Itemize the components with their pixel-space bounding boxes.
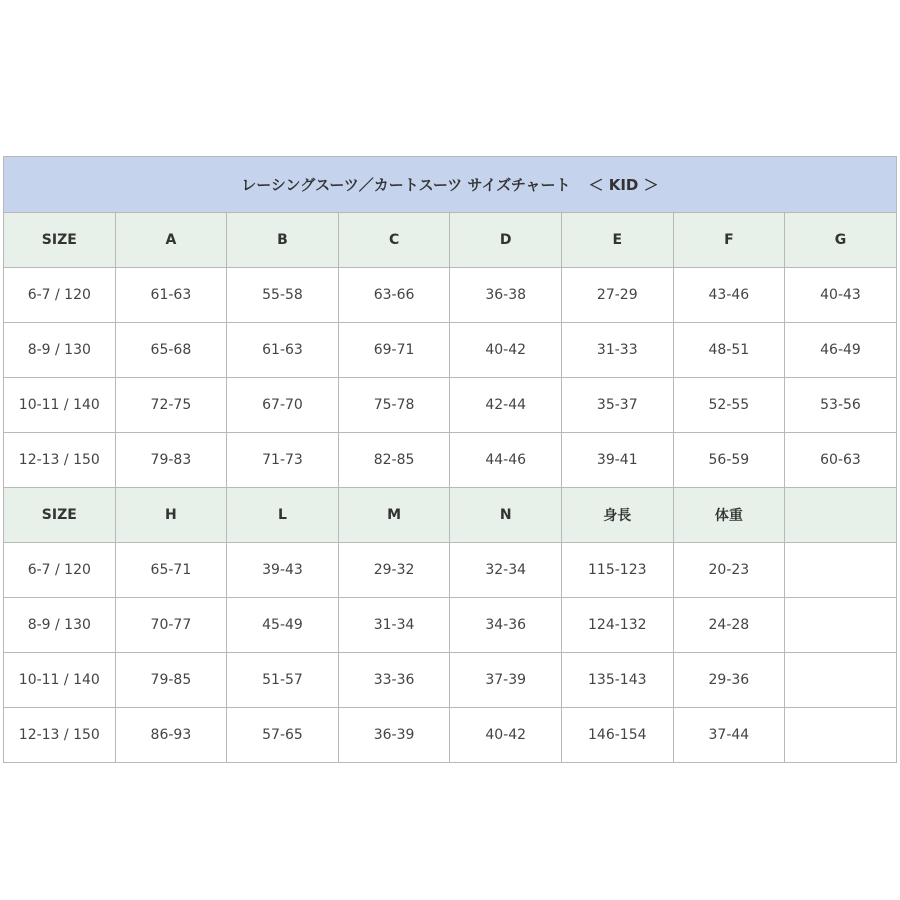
measure-cell: 33-36	[338, 653, 450, 708]
measure-cell: 29-36	[673, 653, 785, 708]
measure-cell	[785, 598, 897, 653]
size-cell: 12-13 / 150	[4, 433, 116, 488]
header-cell: F	[673, 213, 785, 268]
measure-cell: 51-57	[227, 653, 339, 708]
table-row	[4, 598, 897, 653]
header-cell: H	[115, 488, 227, 543]
size-cell: 6-7 / 120	[4, 268, 116, 323]
measure-cell: 57-65	[227, 708, 339, 763]
header-cell: E	[561, 213, 673, 268]
table-row	[4, 378, 897, 433]
header-row	[4, 488, 897, 543]
measure-cell: 82-85	[338, 433, 450, 488]
measure-cell: 24-28	[673, 598, 785, 653]
size-table	[3, 156, 897, 763]
measure-cell: 53-56	[785, 378, 897, 433]
header-cell: SIZE	[4, 488, 116, 543]
header-cell: D	[450, 213, 562, 268]
measure-cell: 70-77	[115, 598, 227, 653]
measure-cell: 40-43	[785, 268, 897, 323]
measure-cell: 69-71	[338, 323, 450, 378]
table-row	[4, 708, 897, 763]
header-cell: M	[338, 488, 450, 543]
measure-cell	[785, 653, 897, 708]
table-row	[4, 433, 897, 488]
measure-cell: 34-36	[450, 598, 562, 653]
measure-cell: 46-49	[785, 323, 897, 378]
header-cell	[785, 488, 897, 543]
header-cell: B	[227, 213, 339, 268]
measure-cell: 135-143	[561, 653, 673, 708]
table-row	[4, 268, 897, 323]
measure-cell: 61-63	[227, 323, 339, 378]
measure-cell: 63-66	[338, 268, 450, 323]
table-title: レーシングスーツ／カートスーツ サイズチャート	[241, 176, 571, 194]
measure-cell: 45-49	[227, 598, 339, 653]
measure-cell: 67-70	[227, 378, 339, 433]
measure-cell: 86-93	[115, 708, 227, 763]
measure-cell: 27-29	[561, 268, 673, 323]
measure-cell: 79-85	[115, 653, 227, 708]
header-cell: L	[227, 488, 339, 543]
measure-cell: 20-23	[673, 543, 785, 598]
header-cell: C	[338, 213, 450, 268]
measure-cell: 39-41	[561, 433, 673, 488]
header-cell: N	[450, 488, 562, 543]
table-row	[4, 653, 897, 708]
measure-cell: 61-63	[115, 268, 227, 323]
measure-cell: 31-33	[561, 323, 673, 378]
size-cell: 12-13 / 150	[4, 708, 116, 763]
header-cell: 身長	[561, 488, 673, 543]
measure-cell: 39-43	[227, 543, 339, 598]
measure-cell: 35-37	[561, 378, 673, 433]
measure-cell	[785, 543, 897, 598]
measure-cell: 124-132	[561, 598, 673, 653]
measure-cell: 79-83	[115, 433, 227, 488]
measure-cell: 42-44	[450, 378, 562, 433]
measure-cell: 44-46	[450, 433, 562, 488]
measure-cell: 37-44	[673, 708, 785, 763]
table-title-cell	[4, 157, 897, 213]
measure-cell: 72-75	[115, 378, 227, 433]
measure-cell: 48-51	[673, 323, 785, 378]
size-cell: 8-9 / 130	[4, 598, 116, 653]
measure-cell: 36-38	[450, 268, 562, 323]
header-cell: G	[785, 213, 897, 268]
measure-cell: 71-73	[227, 433, 339, 488]
header-row	[4, 213, 897, 268]
size-cell: 8-9 / 130	[4, 323, 116, 378]
measure-cell: 29-32	[338, 543, 450, 598]
measure-cell: 37-39	[450, 653, 562, 708]
measure-cell: 65-68	[115, 323, 227, 378]
measure-cell: 55-58	[227, 268, 339, 323]
title-row	[4, 157, 897, 213]
size-cell: 10-11 / 140	[4, 653, 116, 708]
measure-cell: 36-39	[338, 708, 450, 763]
header-cell: A	[115, 213, 227, 268]
measure-cell: 40-42	[450, 708, 562, 763]
measure-cell: 31-34	[338, 598, 450, 653]
table-title-suffix: ＜ KID ＞	[588, 176, 659, 194]
header-cell: SIZE	[4, 213, 116, 268]
table-row	[4, 323, 897, 378]
size-cell: 6-7 / 120	[4, 543, 116, 598]
measure-cell: 56-59	[673, 433, 785, 488]
measure-cell: 65-71	[115, 543, 227, 598]
measure-cell: 146-154	[561, 708, 673, 763]
size-chart	[3, 156, 896, 763]
header-cell: 体重	[673, 488, 785, 543]
table-row	[4, 543, 897, 598]
size-cell: 10-11 / 140	[4, 378, 116, 433]
measure-cell: 40-42	[450, 323, 562, 378]
measure-cell: 75-78	[338, 378, 450, 433]
measure-cell: 60-63	[785, 433, 897, 488]
measure-cell: 115-123	[561, 543, 673, 598]
measure-cell: 32-34	[450, 543, 562, 598]
measure-cell: 52-55	[673, 378, 785, 433]
measure-cell	[785, 708, 897, 763]
measure-cell: 43-46	[673, 268, 785, 323]
